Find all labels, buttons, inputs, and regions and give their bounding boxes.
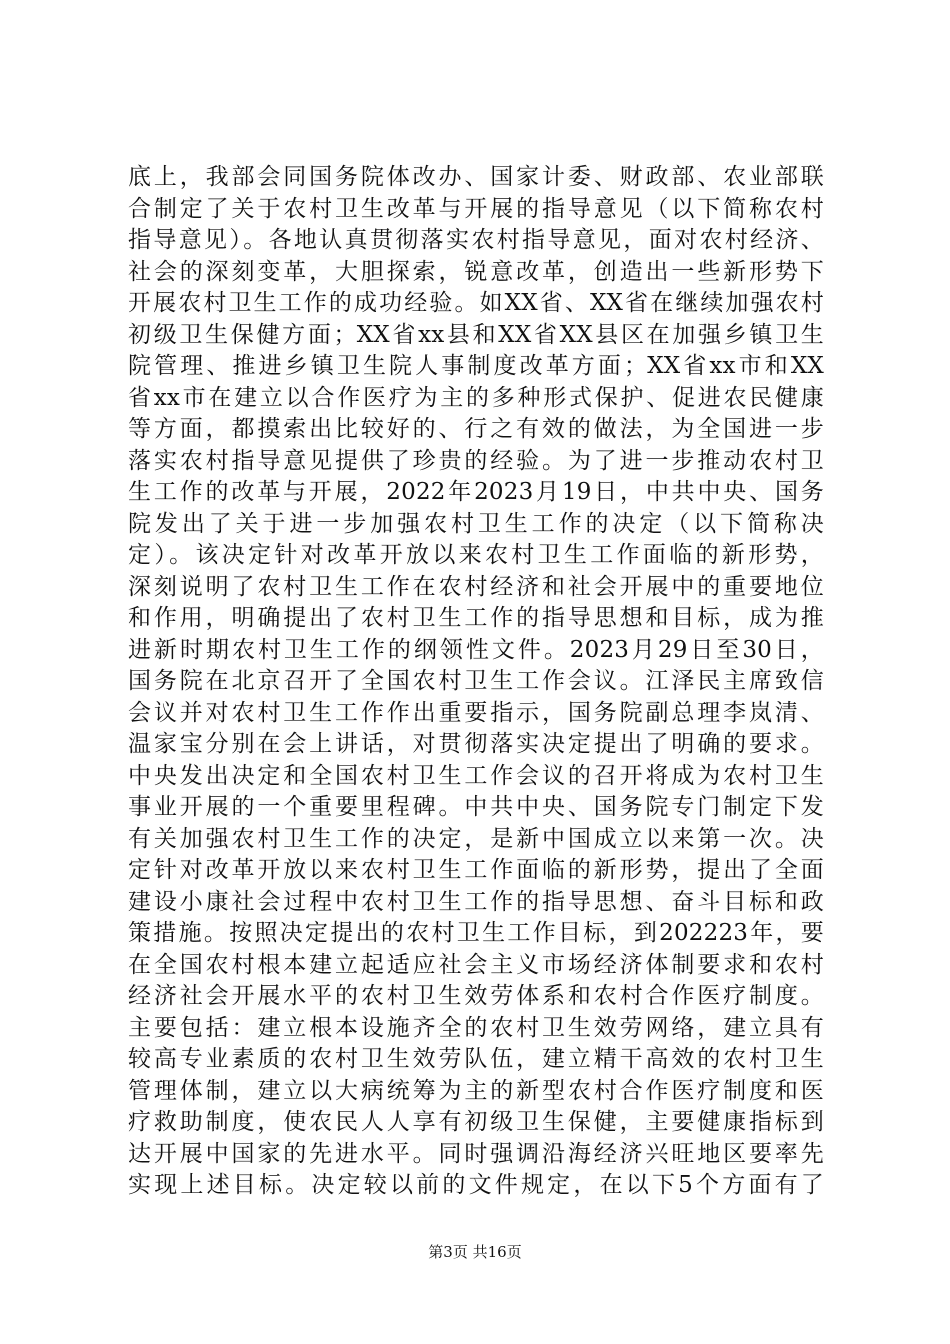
text-line: 定）。该决定针对改革开放以来农村卫生工作面临的新形势，: [128, 542, 824, 568]
text-line: 指导意见）。各地认真贯彻落实农村指导意见，面对农村经济、: [128, 227, 824, 253]
text-line: 有关加强农村卫生工作的决定，是新中国成立以来第一次。决: [128, 825, 824, 852]
text-line: 中央发出决定和全国农村卫生工作会议的召开将成为农村卫生: [128, 762, 824, 789]
text-line: 国务院在北京召开了全国农村卫生工作会议。江泽民主席致信: [128, 668, 824, 694]
text-line: 院发出了关于进一步加强农村卫生工作的决定（以下简称决: [128, 510, 824, 537]
text-line: 开展农村卫生工作的成功经验。如XX省、XX省在继续加强农村: [128, 290, 824, 316]
text-line: 和作用，明确提出了农村卫生工作的指导思想和目标，成为推: [128, 605, 824, 631]
text-line: 生工作的改革与开展，2022年2023月19日，中共中央、国务: [128, 479, 824, 505]
text-line: 初级卫生保健方面；XX省xx县和XX省XX县区在加强乡镇卫生: [128, 321, 824, 348]
text-line: 社会的深刻变革，大胆探索，锐意改革，创造出一些新形势下: [128, 258, 824, 285]
text-line: 深刻说明了农村卫生工作在农村经济和社会开展中的重要地位: [128, 573, 824, 600]
text-line: 策措施。按照决定提出的农村卫生工作目标，到202223年，要: [128, 920, 824, 946]
text-line: 主要包括：建立根本设施齐全的农村卫生效劳网络，建立具有: [128, 1014, 824, 1041]
body-paragraph: [128, 162, 824, 1202]
text-line: 落实农村指导意见提供了珍贵的经验。为了进一步推动农村卫: [128, 447, 824, 474]
text-line: 疗救助制度，使农民人人享有初级卫生保健，主要健康指标到: [128, 1109, 824, 1135]
text-line: 进新时期农村卫生工作的纲领性文件。2023月29日至30日，: [128, 636, 824, 663]
text-line: 省xx市在建立以合作医疗为主的多种形式保护、促进农民健康: [128, 384, 824, 411]
text-line: 定针对改革开放以来农村卫生工作面临的新形势，提出了全面: [128, 857, 824, 883]
text-line: 合制定了关于农村卫生改革与开展的指导意见（以下简称农村: [128, 195, 824, 222]
text-line: 经济社会开展水平的农村卫生效劳体系和农村合作医疗制度。: [128, 983, 824, 1009]
text-line: 建设小康社会过程中农村卫生工作的指导思想、奋斗目标和政: [128, 888, 824, 915]
text-line: 会议并对农村卫生工作作出重要指示，国务院副总理李岚清、: [128, 699, 824, 726]
text-line: 在全国农村根本建立起适应社会主义市场经济体制要求和农村: [128, 951, 824, 978]
text-line: 等方面，都摸索出比较好的、行之有效的做法，为全国进一步: [128, 416, 824, 442]
text-line: 温家宝分别在会上讲话，对贯彻落实决定提出了明确的要求。: [128, 731, 824, 757]
text-line: 实现上述目标。决定较以前的文件规定，在以下5个方面有了: [128, 1172, 824, 1198]
text-line: 底上，我部会同国务院体改办、国家计委、财政部、农业部联: [128, 164, 824, 190]
text-line: 管理体制，建立以大病统筹为主的新型农村合作医疗制度和医: [128, 1077, 824, 1104]
text-line: 院管理、推进乡镇卫生院人事制度改革方面；XX省xx市和XX: [128, 353, 824, 379]
text-line: 达开展中国家的先进水平。同时强调沿海经济兴旺地区要率先: [128, 1140, 824, 1167]
text-line: 事业开展的一个重要里程碑。中共中央、国务院专门制定下发: [128, 794, 824, 820]
page-footer: 第3页 共16页: [428, 1243, 522, 1261]
text-line: 较高专业素质的农村卫生效劳队伍，建立精干高效的农村卫生: [128, 1046, 824, 1072]
